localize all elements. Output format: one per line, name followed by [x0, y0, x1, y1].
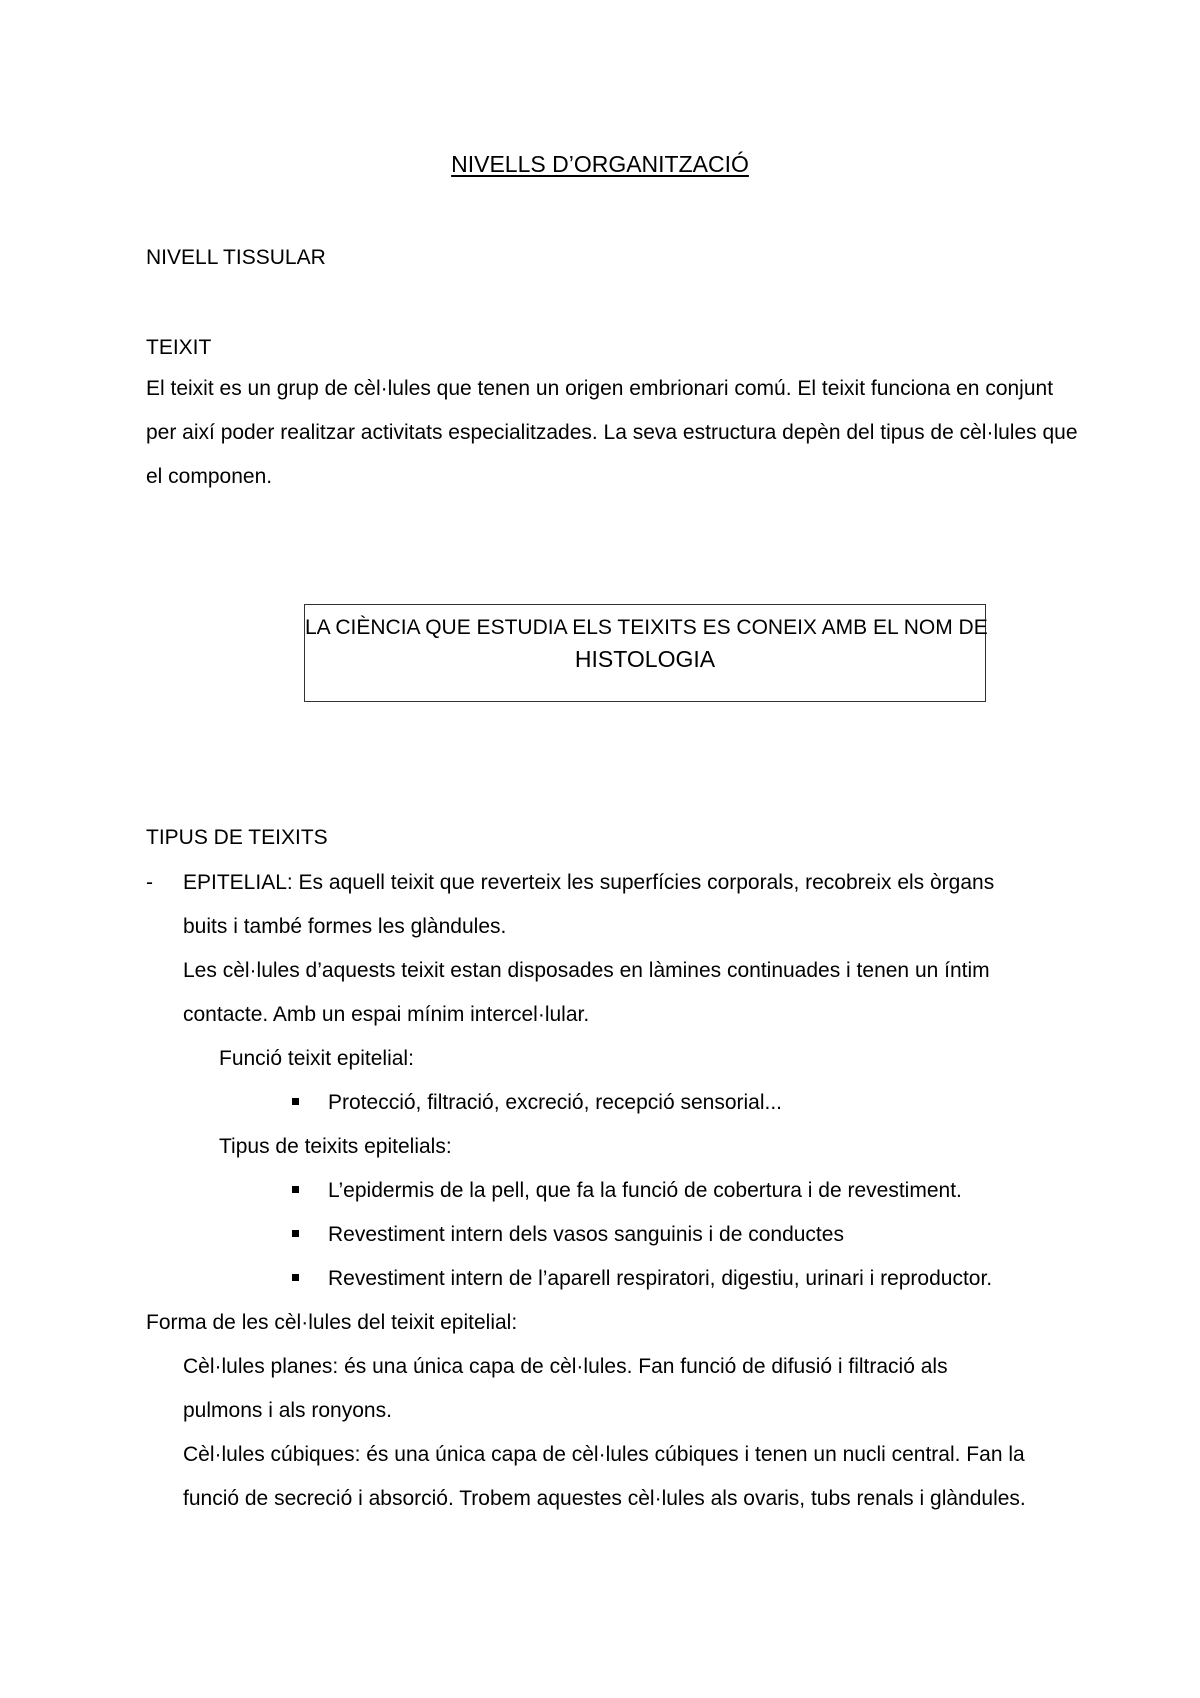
section-heading-tissue-types: TIPUS DE TEIXITS: [146, 826, 328, 849]
epithelial-line-4: contacte. Amb un espai mínim intercel·lular.: [183, 1003, 590, 1026]
type-list-item-text: Revestiment intern de l’aparell respiratori, digestiu, urinari i reproductor.: [328, 1267, 993, 1290]
cell-shape-heading: Forma de les cèl·lules del teixit epitelial:: [146, 1311, 518, 1334]
histology-callout-box: [304, 604, 986, 702]
square-bullet-icon: [292, 1098, 299, 1105]
epithelial-line-3: Les cèl·lules d’aquests teixit estan disposades en làmines continuades i tenen un íntim: [183, 959, 990, 982]
subsection-heading-tissue: TEIXIT: [146, 336, 212, 359]
square-bullet-icon: [292, 1186, 299, 1193]
section-heading-level: NIVELL TISSULAR: [146, 246, 326, 269]
epithelial-function-heading: Funció teixit epitelial:: [219, 1047, 414, 1070]
tissue-definition-paragraph: El teixit es un grup de cèl·lules que tenen un origen embrionari comú. El teixit funciona en conjunt per així poder realitzar activitats especialitzades. La seva estructura depèn del tipus de cèl·lules que el componen.: [146, 377, 1078, 488]
epithelial-types-subheading: Tipus de teixits epitelials:: [219, 1135, 452, 1158]
flat-cells-line-1: Cèl·lules planes: és una única capa de cèl·lules. Fan funció de difusió i filtració als: [183, 1355, 948, 1378]
cubic-cells-line-2: funció de secreció i absorció. Trobem aquestes cèl·lules als ovaris, tubs renals i glàndules.: [183, 1487, 1026, 1510]
square-bullet-icon: [292, 1230, 299, 1237]
epithelial-line-2: buits i també formes les glàndules.: [183, 915, 507, 938]
type-list-item-text: Revestiment intern dels vasos sanguinis i de conductes: [328, 1223, 844, 1246]
type-list-item-text: L’epidermis de la pell, que fa la funció de cobertura i de revestiment.: [328, 1179, 962, 1202]
square-bullet-icon: [292, 1274, 299, 1281]
document-title: NIVELLS D’ORGANITZACIÓ: [451, 151, 749, 177]
flat-cells-line-2: pulmons i als ronyons.: [183, 1399, 392, 1422]
callout-text-line-1: LA CIÈNCIA QUE ESTUDIA ELS TEIXITS ES CONEIX AMB EL NOM DE: [305, 616, 988, 639]
cubic-cells-line-1: Cèl·lules cúbiques: és una única capa de cèl·lules cúbiques i tenen un nucli central. Fan la: [183, 1443, 1025, 1466]
list-dash-marker: -: [146, 871, 153, 894]
callout-text-line-2: HISTOLOGIA: [574, 646, 716, 672]
epithelial-line-1: EPITELIAL: Es aquell teixit que reverteix les superfícies corporals, recobreix els òrgans: [183, 871, 995, 894]
function-list-item-text: Protecció, filtració, excreció, recepció sensorial...: [328, 1091, 783, 1114]
